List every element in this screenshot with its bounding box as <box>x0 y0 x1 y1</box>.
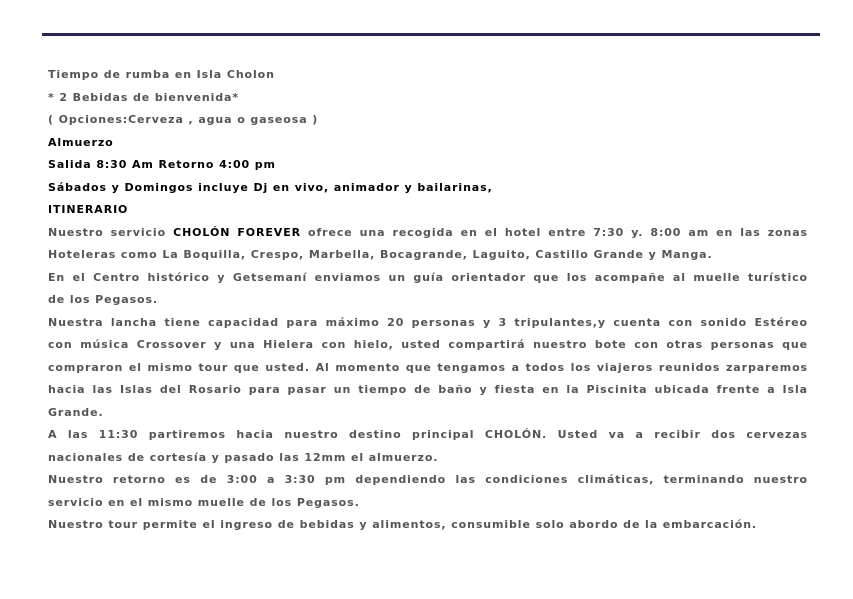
header-divider <box>42 33 820 36</box>
tour-title: Tiempo de rumba en Isla Cholon <box>48 68 275 81</box>
schedule-line: Salida 8:30 Am Retorno 4:00 pm <box>48 158 276 171</box>
boat-paragraph-line-4: hacia las Islas del Rosario para pasar un tiempo de baño y fiesta en la Piscinita ubicada frente a Isla <box>48 383 808 396</box>
food-policy-line: Nuestro tour permite el ingreso de bebidas y alimentos, consumible solo abordo de la embarcación. <box>48 518 758 531</box>
center-paragraph-line-1: En el Centro histórico y Getsemaní enviamos un guía orientador que los acompañe al muelle turístico <box>48 270 808 284</box>
pickup-paragraph-line-2: Hoteleras como La Boquilla, Crespo, Marbella, Bocagrande, Laguito, Castillo Grande y Manga. <box>48 248 713 261</box>
itinerary-heading: ITINERARIO <box>48 203 129 216</box>
boat-paragraph-line-2: con música Crossover y una Hielera con hielo, usted compartirá nuestro bote con otras personas que <box>48 338 808 351</box>
pickup-text-after: ofrece una recogida en el hotel entre 7:30 y. 8:00 am en las zonas <box>308 225 808 239</box>
drink-options: ( Opciones:Cerveza , agua o gaseosa ) <box>48 113 319 126</box>
pickup-text-before: Nuestro servicio <box>48 225 167 239</box>
boat-paragraph-line-5: Grande. <box>48 405 104 419</box>
return-paragraph-line-1: Nuestro retorno es de 3:00 a 3:30 pm dependiendo las condiciones climáticas, terminando nuestro <box>48 473 808 486</box>
pickup-paragraph-line-1 <box>48 222 808 245</box>
boat-paragraph-line-1: Nuestra lancha tiene capacidad para máximo 20 personas y 3 tripulantes,y cuenta con sonido Estéreo <box>48 315 808 329</box>
boat-paragraph-line-3: compraron el mismo tour que usted. Al momento que tengamos a todos los viajeros reunidos zarparemos <box>48 360 808 374</box>
welcome-drinks: * 2 Bebidas de bienvenida* <box>48 90 240 104</box>
return-paragraph-line-2: servicio en el mismo muelle de los Pegasos. <box>48 495 360 509</box>
brand-name: CHOLÓN FOREVER <box>173 225 301 239</box>
destination-paragraph-line-2: nacionales de cortesía y pasado las 12mm el almuerzo. <box>48 450 439 464</box>
weekend-note: Sábados y Domingos incluye Dj en vivo, animador y bailarinas, <box>48 180 493 194</box>
document-body <box>48 64 808 537</box>
center-paragraph-line-2: de los Pegasos. <box>48 293 159 306</box>
lunch-label: Almuerzo <box>48 135 114 149</box>
destination-paragraph-line-1: A las 11:30 partiremos hacia nuestro destino principal CHOLÓN. Usted va a recibir dos cervezas <box>48 428 808 441</box>
